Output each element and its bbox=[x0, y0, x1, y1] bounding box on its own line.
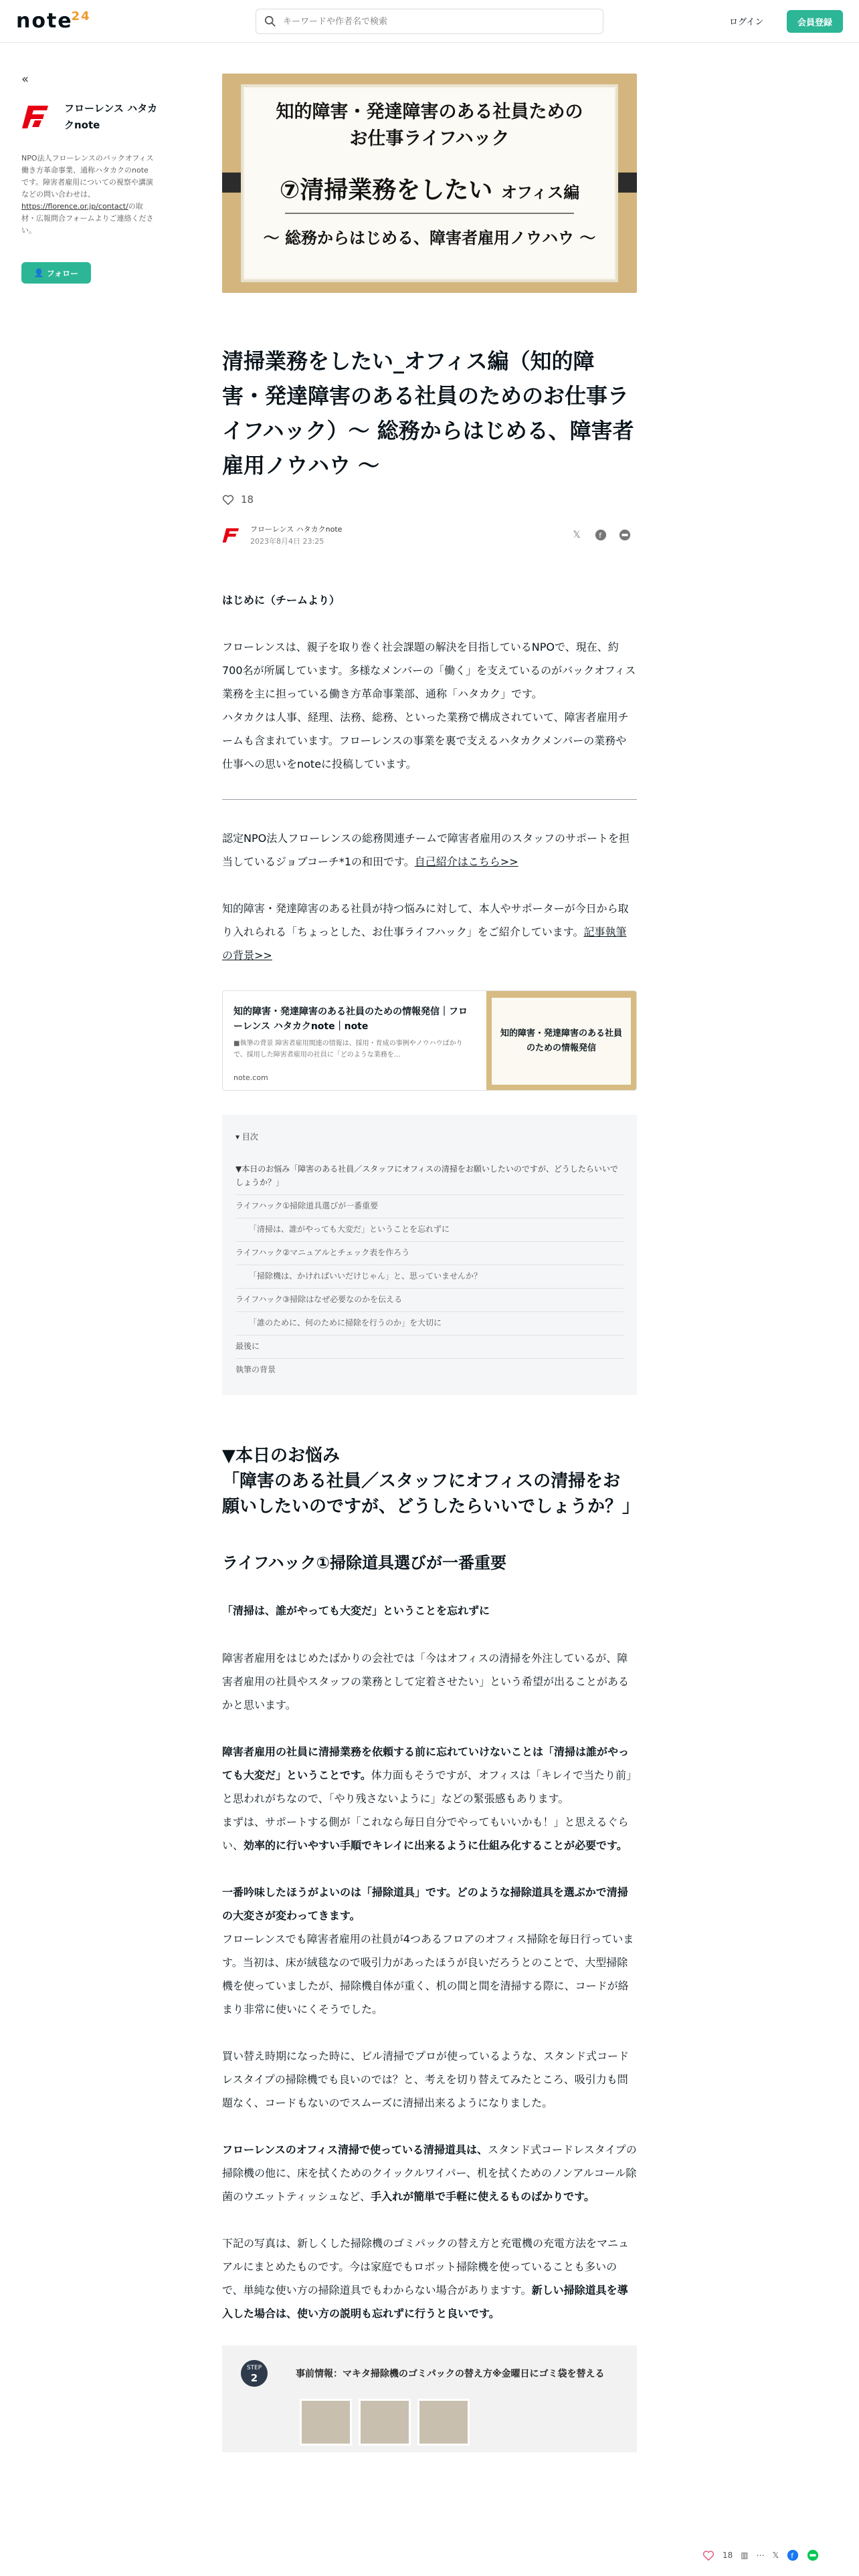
svg-text:f: f bbox=[599, 531, 602, 540]
x-share-icon[interactable]: 𝕏 bbox=[573, 530, 581, 540]
floating-action-bar bbox=[702, 2549, 819, 2561]
background-link[interactable]: 記事執筆の背景>> bbox=[222, 926, 627, 962]
author-name[interactable]: フローレンス ハタカクnote bbox=[250, 525, 343, 534]
embed-thumbnail: 知的障害・発達障害のある社員のための情報発信 bbox=[492, 998, 631, 1085]
collapse-sidebar-icon[interactable]: « bbox=[21, 72, 29, 86]
paragraph: 障害者雇用をはじめたばかりの会社では「今はオフィスの清掃を外注しているが、障害者雇用の社員やスタッフの業務として定着させたい」という希望が出ることがあるかと思います。 bbox=[222, 1652, 630, 1711]
author-row bbox=[222, 522, 637, 548]
subheading-cleaning-hard: 「清掃は、誰がやっても大変だ」ということを忘れずに bbox=[222, 1604, 490, 1617]
writer-paragraph: 認定NPO法人フローレンスの総務関連チームで障害者雇用のスタッフのサポートを担当しているジョブコーチ*1の和田です。自己紹介はこちら>> bbox=[222, 832, 630, 868]
self-intro-link[interactable]: 自己紹介はこちら>> bbox=[414, 855, 518, 868]
article-body bbox=[222, 588, 640, 2452]
sidebar-creator-name[interactable]: フローレンス ハタカクnote bbox=[64, 102, 158, 131]
embed-card[interactable] bbox=[222, 990, 637, 1091]
hero-image: 知的障害・発達障害のある社員ための お仕事ライフハック ⑦清掃業務をしたい オフィス編 〜 総務からはじめる、障害者雇用ノウハウ 〜 bbox=[222, 74, 637, 293]
note-logo[interactable]: note24 bbox=[16, 9, 91, 33]
follow-button[interactable]: 👤 フォロー bbox=[21, 262, 91, 284]
more-icon[interactable]: ⋯ bbox=[756, 2551, 765, 2560]
toc-item[interactable]: 「清掃は、誰がやっても大変だ」ということを忘れずに bbox=[235, 1218, 624, 1242]
toc-item[interactable]: ライフハック③掃除はなぜ必要なのかを伝える bbox=[235, 1289, 624, 1312]
sidebar-description: NPO法人フローレンスのバックオフィス働き方革命事業、通称ハタカクのnoteです。障害者雇用についての視察や講演などの問い合わせは、https://florence.or.jp/contact/の取材・広報問合フォームよりご連絡ください。 bbox=[21, 154, 154, 235]
toc-item[interactable]: 最後に bbox=[235, 1335, 624, 1359]
site-header bbox=[0, 0, 859, 43]
paragraph: 一番吟味したほうがよいのは「掃除道具」です。どのような掃除道具を選ぶかで清掃の大変さが変わってきます。 bbox=[222, 1886, 628, 1922]
step-photos bbox=[300, 2399, 470, 2446]
signup-button[interactable]: 会員登録 bbox=[787, 10, 843, 33]
chevron-down-icon: ▾ bbox=[235, 1132, 240, 1142]
article-main bbox=[222, 74, 640, 2452]
logo-badge: 24 bbox=[71, 9, 91, 23]
login-link[interactable]: ログイン bbox=[729, 17, 764, 27]
paragraph: まずは、サポートする側が「これなら毎日自分でやってもいいかも！」と思えるぐらい、効率的に行いやすい手順でキレイに出来るように仕組み化することが必要です。 bbox=[222, 1816, 629, 1852]
paragraph: 下記の写真は、新しくした掃除機のゴミパックの替え方と充電機の充電方法をマニュアルにまとめたものです。今は家庭でもロボット掃除機を使っていることも多いので、単純な使い方の掃除道具でもわからない場合がありますす。新しい掃除道具を導入した場合は、使い方の説明も忘れずに行うと良いです。 bbox=[222, 2237, 630, 2320]
search-bar[interactable] bbox=[256, 9, 603, 34]
toc-item[interactable]: ライフハック①掃除道具選びが一番重要 bbox=[235, 1195, 624, 1218]
like-count: 18 bbox=[241, 494, 254, 506]
like-row[interactable] bbox=[222, 494, 637, 506]
florence-logo-icon[interactable] bbox=[21, 100, 54, 132]
paragraph: フローレンスでも障害者雇用の社員が4つあるフロアのオフィス掃除を毎日行っています。当初は、床が絨毯なので吸引力があったほうが良いだろうとのことで、大型掃除機を使っていましたが、掃除機自体が重く、机の間と間を清掃する際に、コードが絡まり非常に使いにくそうでした。 bbox=[222, 1933, 634, 2016]
paragraph: 買い替え時期になった時に、ビル清掃でプロが使っているような、スタンド式コードレスタイプの掃除機でも良いのでは？と、考えを切り替えてみたところ、吸引力も問題なく、コードもないのでスムーズに清掃出来るようになりました。 bbox=[222, 2050, 630, 2109]
table-of-contents bbox=[222, 1115, 637, 1395]
heart-icon[interactable] bbox=[702, 2550, 714, 2561]
article-title: 清掃業務をしたい_オフィス編（知的障害・発達障害のある社員のためのお仕事ライフハック）〜 総務からはじめる、障害者雇用ノウハウ 〜 bbox=[222, 348, 634, 478]
toc-toggle[interactable]: ▾ 目次 bbox=[235, 1132, 258, 1142]
x-share-icon[interactable]: 𝕏 bbox=[772, 2551, 779, 2560]
embed-host: note.com bbox=[233, 1073, 268, 1082]
intro-heading: はじめに（チームより） bbox=[222, 594, 341, 607]
embed-description: ■執筆の背景 障害者雇用関連の情報は、採用・育成の事例やノウハウばかりで、採用した障害者雇用の社員に「どのような業務を… bbox=[233, 1040, 463, 1059]
step-badge: STEP 2 bbox=[241, 2360, 268, 2387]
toc-item[interactable]: 「掃除機は、かければいいだけじゃん」と、思っていませんか？ bbox=[235, 1265, 624, 1289]
paragraph: フローレンスのオフィス清掃で使っている清掃道具は、スタンド式コードレスタイプの掃除機の他に、床を拭くためのクイックルワイパー、机を拭くためのノンアルコール除菌のウエットティッシュなど、手入れが簡単で手軽に使えるものばかりです。 bbox=[222, 2143, 637, 2203]
embed-title: 知的障害・発達障害のある社員のための情報発信｜フローレンス ハタカクnote｜note bbox=[233, 1006, 468, 1032]
step-title: 事前情報：マキタ掃除機のゴミパックの替え方※金曜日にゴミ袋を替える bbox=[296, 2369, 605, 2379]
toc-item[interactable]: ライフハック②マニュアルとチェック表を作ろう bbox=[235, 1242, 624, 1265]
intro2-paragraph: 知的障害・発達障害のある社員が持つ悩みに対して、本人やサポーターが今日から取り入れられる「ちょっとした、お仕事ライフハック」をご紹介しています。記事執筆の背景>> bbox=[222, 902, 629, 962]
add-user-icon: 👤 bbox=[33, 268, 44, 278]
contact-link[interactable]: https://florence.or.jp/contact/ bbox=[21, 202, 128, 211]
line-share-icon[interactable] bbox=[807, 2549, 819, 2561]
magazine-add-icon[interactable]: ▥ bbox=[741, 2551, 749, 2560]
toc-item[interactable]: 「誰のために、何のために掃除を行うのか」を大切に bbox=[235, 1312, 624, 1335]
toc-item[interactable]: ▼本日のお悩み「障害のある社員／スタッフにオフィスの清掃をお願いしたいのですが、どうしたらいいでしょうか？」 bbox=[235, 1158, 624, 1195]
intro-paragraph-2: ハタカクは人事、経理、法務、総務、といった業務で構成されていて、障害者雇用チームも含まれています。フローレンスの事業を裏で支えるハタカクメンバーの業務や仕事への思いをnoteに投稿しています。 bbox=[222, 711, 629, 770]
svg-text:f: f bbox=[791, 2551, 794, 2561]
search-icon bbox=[264, 15, 276, 27]
toc-item[interactable]: 執筆の背景 bbox=[235, 1365, 276, 1374]
section-heading-lifehack1: ライフハック①掃除道具選びが一番重要 bbox=[222, 1553, 506, 1572]
intro-paragraph-1: フローレンスは、親子を取り巻く社会課題の解決を目指しているNPOで、現在、約700名が所属しています。多様なメンバーの「働く」を支えているのがバックオフィス業務を主に担っている働き方革命事業部、通称「ハタカク」です。 bbox=[222, 641, 636, 700]
paragraph: 障害者雇用の社員に清掃業務を依頼する前に忘れていけないことは「清掃は誰がやっても大変だ」ということです。体力面もそうですが、オフィスは「キレイで当たり前」と思われがちなので、「やり残さないように」などの緊張感もあります。 bbox=[222, 1745, 638, 1805]
search-input[interactable] bbox=[283, 17, 591, 27]
author-avatar[interactable] bbox=[222, 525, 242, 545]
step-image bbox=[222, 2345, 637, 2452]
section-heading-trouble: ▼本日のお悩み 「障害のある社員／スタッフにオフィスの清掃をお願いしたいのですが、どうしたらいいでしょうか？」 bbox=[222, 1446, 640, 1517]
floating-like-count: 18 bbox=[723, 2551, 733, 2560]
divider bbox=[222, 799, 637, 800]
share-buttons bbox=[570, 528, 632, 542]
publish-date: 2023年8月4日 23:25 bbox=[250, 537, 324, 546]
heart-icon[interactable] bbox=[222, 494, 234, 505]
line-share-icon[interactable] bbox=[618, 528, 632, 542]
facebook-share-icon[interactable] bbox=[594, 528, 607, 542]
facebook-share-icon[interactable] bbox=[787, 2549, 799, 2561]
